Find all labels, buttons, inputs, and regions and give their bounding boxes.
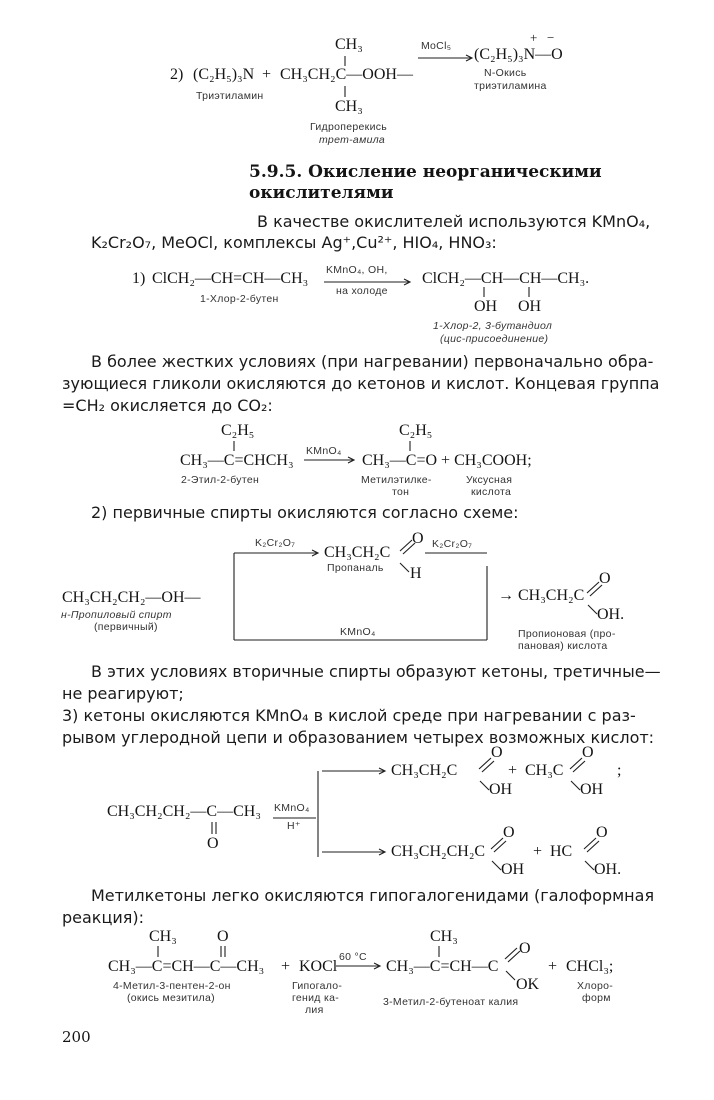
label-mesityl-1: 4-Метил-3-пентен-2-он [113, 980, 231, 992]
label-diol-1: 1-Хлор-2, 3-бутандиол [433, 320, 553, 332]
label-acetic-2: кислота [471, 486, 512, 498]
product-acetic-oxygen: O [582, 744, 594, 761]
reaction-number: 2) [170, 66, 184, 83]
reactant-chlorobutene: ClCH₂—CH=CH—CH₃ [152, 270, 309, 287]
charge-plus: + [530, 30, 538, 45]
product-propanoic-oxygen: O [491, 744, 503, 761]
potassium-butenoate: CH₃—C=CH—C [386, 958, 499, 975]
label-butenoate: 3-Метил-2-бутеноат калия [383, 996, 519, 1008]
secondary-line-1: В этих условиях вторичные спирты образуют кетоны, третичные— [91, 662, 661, 681]
pentanone-oxygen: O [207, 835, 219, 852]
mesityl-oxide: CH₃—C=CH—C—CH₃ [108, 958, 265, 975]
propionic-acid: → CH₃CH₂C [498, 587, 585, 604]
methyl-bottom: CH₃ [335, 98, 363, 115]
product-butanoic: CH₃CH₂CH₂C [391, 843, 486, 860]
product-propanoic-hydroxyl: OH [489, 781, 513, 798]
product-chlorobutanediol: ClCH₂—CH—CH—CH₃. [422, 270, 590, 287]
methyl-top: CH₃ [149, 928, 177, 945]
label-chloroform-2: форм [582, 992, 611, 1004]
label-propionic-1: Пропионовая (про- [518, 628, 616, 640]
haloform-line-1: Метилкетоны легко окисляются гипогалогенидами (галоформная [91, 886, 655, 905]
methyl-top: CH₃ [335, 36, 363, 53]
label-diol-2: (цис-присоединение) [440, 333, 549, 345]
reagent-permanganate: KMnO₄ [340, 626, 376, 638]
hydroxyl-2: OH [518, 298, 542, 315]
label-hypohalite-1: Гипогало- [292, 980, 343, 992]
primary-alcohols-text: 2) первичные спирты окисляются согласно схеме: [91, 503, 519, 522]
label-propanal: Пропаналь [327, 562, 384, 574]
plus-sign: + [533, 843, 543, 860]
label-chlorobutene: 1-Хлор-2-бутен [200, 293, 279, 305]
semicolon: ; [617, 762, 622, 779]
catalyst-label: MoCl₅ [421, 40, 452, 52]
chloroform: CHCl₃; [566, 958, 614, 975]
reactant-triethylamine: (C₂H₅)₃N [193, 66, 255, 83]
carbonyl-oxygen: O [217, 928, 229, 945]
label-propanol-1: н-Пропиловый спирт [61, 609, 172, 621]
ethyl-group: C₂H₅ [221, 422, 255, 439]
reagent-dichromate-2: K₂Cr₂O₇ [432, 538, 473, 550]
heading-line-2: окислителями [249, 183, 394, 203]
products-ketone-acid: CH₃—C=O + CH₃COOH; [362, 452, 532, 469]
reagent-acid: H⁺ [287, 820, 301, 832]
propanal: CH₃CH₂C [324, 544, 391, 561]
reactant-ethylbutene: CH₃—C=CHCH₃ [180, 452, 294, 469]
intro-line-2: K₂Cr₂O₇, MeOCl, комплексы Ag⁺,Cu²⁺, HIO₄, HNO₃: [91, 233, 497, 252]
label-n-oxide-1: N-Окись [484, 67, 527, 79]
label-hydroperoxide-1: Гидроперекись [310, 121, 388, 133]
product-acetic: CH₃C [525, 762, 564, 779]
plus-sign: + [262, 66, 272, 83]
propanol: CH₃CH₂CH₂—OH— [62, 589, 201, 606]
butenoate-ok: OK [516, 976, 540, 993]
product-formic-hydroxyl: OH. [594, 861, 622, 878]
label-ketone-1: Метилэтилке- [361, 474, 432, 486]
label-hypohalite-3: лия [305, 1004, 324, 1016]
propanal-oxygen: O [412, 530, 424, 547]
label-ethylbutene: 2-Этил-2-бутен [181, 474, 260, 486]
secondary-line-2: не реагируют; [62, 684, 184, 703]
label-triethylamine: Триэтиламин [196, 90, 264, 102]
hydroxyl-1: OH [474, 298, 498, 315]
propionic-acid-hydroxyl: OH. [597, 606, 625, 623]
propionic-acid-oxygen: O [599, 570, 611, 587]
ketones-line-1: 3) кетоны окисляются KMnO₄ в кислой среде при нагревании с раз- [62, 706, 636, 725]
temperature-label: 60 °C [339, 951, 367, 963]
heading-line-1: 5.9.5. Окисление неорганическими [249, 162, 602, 182]
harsh-line-3: =CH₂ окисляется до CO₂: [62, 396, 273, 415]
plus-sign: + [281, 958, 291, 975]
label-hydroperoxide-2: трет-амила [319, 134, 386, 146]
butenoate-oxygen: O [519, 940, 531, 957]
page-number: 200 [62, 1028, 91, 1046]
label-n-oxide-2: триэтиламина [474, 80, 547, 92]
reagent-top: KMnO₄, OH, [326, 264, 388, 276]
product-formic-oxygen: O [596, 824, 608, 841]
ethyl-group-2: C₂H₅ [399, 422, 433, 439]
reactant-hydroperoxide: CH₃CH₂C—OOH— [280, 66, 413, 83]
plus-sign: + [548, 958, 558, 975]
product-butanoic-hydroxyl: OH [501, 861, 525, 878]
product-formic: HC [550, 843, 573, 860]
ketones-line-2: рывом углеродной цепи и образованием четырех возможных кислот: [62, 728, 655, 747]
reagent-kmno4: KMnO₄ [306, 445, 342, 457]
reagent-bottom: на холоде [336, 285, 388, 297]
propanal-hydrogen: H [410, 565, 422, 582]
product-n-oxide: (C₂H₅)₃N—O [474, 46, 563, 63]
reaction-number: 1) [132, 270, 146, 287]
potassium-hypochlorite: KOCl [299, 958, 338, 975]
product-acetic-hydroxyl: OH [580, 781, 604, 798]
label-acetic-1: Уксусная [466, 474, 513, 486]
plus-sign: + [508, 762, 518, 779]
product-propanoic: CH₃CH₂C [391, 762, 458, 779]
label-propionic-2: пановая) кислота [518, 640, 608, 652]
label-ketone-2: тон [392, 486, 410, 498]
reagent-kmno4: KMnO₄ [274, 802, 310, 814]
intro-line-1: В качестве окислителей используются KMnO₄, [257, 212, 651, 231]
harsh-line-2: зующиеся гликоли окисляются до кетонов и кислот. Концевая группа [62, 374, 660, 393]
label-hypohalite-2: генид ка- [292, 992, 340, 1004]
harsh-line-1: В более жестких условиях (при нагревании) первоначально обра- [91, 352, 654, 371]
methyl-top-2: CH₃ [430, 928, 458, 945]
charge-minus: − [547, 30, 555, 45]
reagent-dichromate-1: K₂Cr₂O₇ [255, 537, 296, 549]
product-butanoic-oxygen: O [503, 824, 515, 841]
label-chloroform-1: Хлоро- [577, 980, 614, 992]
label-mesityl-2: (окись мезитила) [127, 992, 215, 1004]
haloform-line-2: реакция): [62, 908, 145, 927]
label-propanol-2: (первичный) [94, 621, 158, 633]
pentanone: CH₃CH₂CH₂—C—CH₃ [107, 803, 261, 820]
